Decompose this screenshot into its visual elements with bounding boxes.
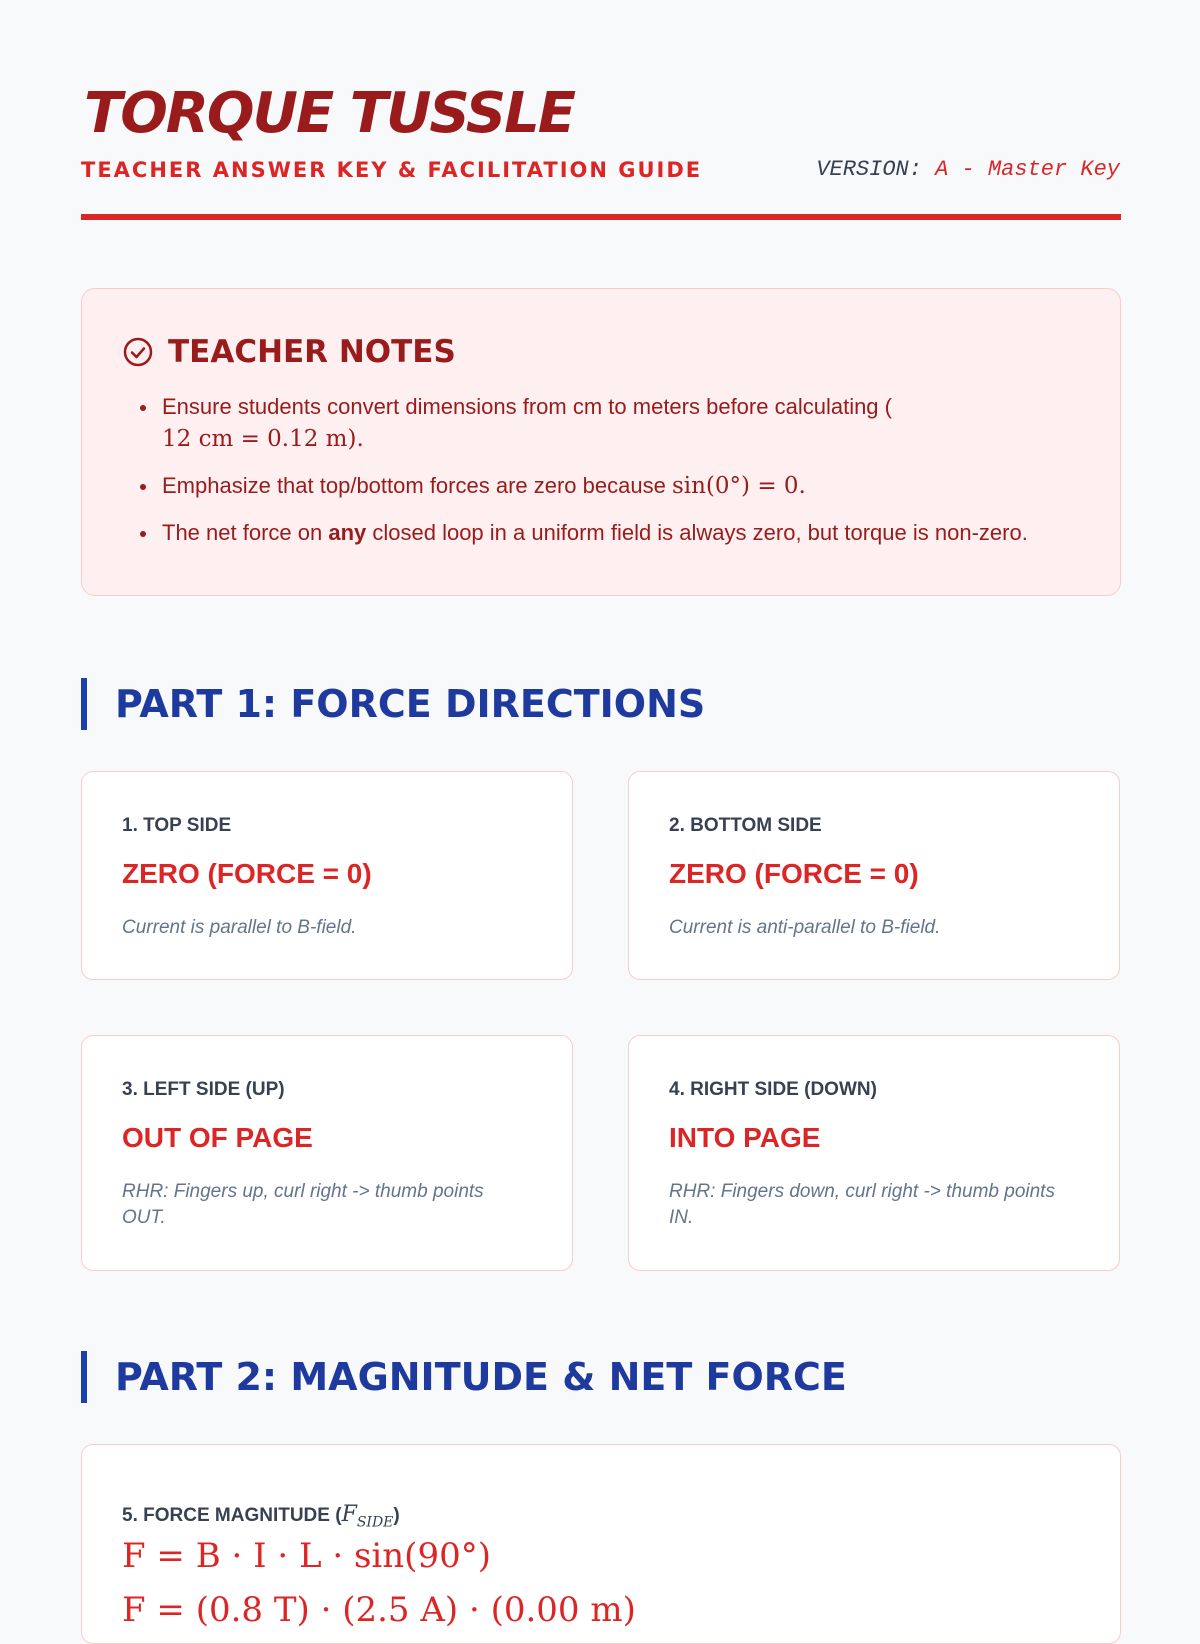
note-text: The net force on bbox=[162, 520, 329, 545]
note-text: Ensure students convert dimensions from cm to meters before calculating ( bbox=[162, 394, 892, 419]
card-note: RHR: Fingers down, curl right -> thumb points IN. bbox=[669, 1181, 1055, 1228]
card-label-close: ) bbox=[393, 1505, 400, 1526]
teacher-notes-panel bbox=[81, 288, 1121, 596]
version-value: A - Master Key bbox=[935, 157, 1120, 182]
card-label-math bbox=[341, 1502, 394, 1531]
list-item bbox=[162, 517, 1102, 549]
card-answer: INTO PAGE bbox=[669, 1122, 821, 1153]
teacher-notes-list bbox=[162, 391, 1102, 564]
card-answer: ZERO (FORCE = 0) bbox=[122, 858, 372, 889]
card-label: 2. BOTTOM SIDE bbox=[669, 815, 822, 836]
card-label: 4. RIGHT SIDE (DOWN) bbox=[669, 1079, 877, 1100]
math-symbol: F bbox=[341, 1502, 357, 1527]
card-note: RHR: Fingers up, curl right -> thumb points OUT. bbox=[122, 1181, 484, 1228]
math-subscript: SIDE bbox=[356, 1514, 394, 1531]
card-note: Current is parallel to B-field. bbox=[122, 917, 357, 938]
list-item bbox=[162, 470, 1102, 502]
note-math: 12 cm = 0.12 m). bbox=[162, 426, 364, 452]
teacher-notes-header bbox=[122, 333, 456, 371]
section-heading-part1: PART 1: FORCE DIRECTIONS bbox=[81, 678, 705, 730]
answer-card-bottom bbox=[628, 771, 1120, 980]
answer-card-force-magnitude bbox=[81, 1444, 1121, 1644]
list-item bbox=[162, 391, 1102, 455]
note-math: sin(0°) = 0. bbox=[671, 473, 806, 499]
card-label: 1. TOP SIDE bbox=[122, 815, 232, 836]
card-label-text: 5. FORCE MAGNITUDE ( bbox=[122, 1505, 342, 1526]
note-text: Emphasize that top/bottom forces are zero because bbox=[162, 473, 672, 498]
check-circle-icon bbox=[122, 336, 154, 368]
formula-line-1: F = B · I · L · sin(90°) bbox=[122, 1536, 491, 1576]
answer-card-right bbox=[628, 1035, 1120, 1271]
card-label bbox=[122, 1503, 400, 1534]
teacher-notes-title: TEACHER NOTES bbox=[168, 334, 456, 370]
version-label: VERSION: bbox=[816, 157, 922, 182]
card-answer: OUT OF PAGE bbox=[122, 1122, 313, 1153]
card-label: 3. LEFT SIDE (UP) bbox=[122, 1079, 285, 1100]
answer-card-left bbox=[81, 1035, 573, 1271]
page-title: TORQUE TUSSLE bbox=[84, 81, 575, 146]
formula-line-2: F = (0.8 T) · (2.5 A) · (0.00 m) bbox=[122, 1590, 636, 1630]
card-answer: ZERO (FORCE = 0) bbox=[669, 858, 919, 889]
note-text: closed loop in a uniform field is always zero, but torque is non-zero. bbox=[366, 520, 1028, 545]
header-divider bbox=[81, 214, 1121, 220]
page-subtitle: TEACHER ANSWER KEY & FACILITATION GUIDE bbox=[81, 158, 703, 182]
version-tag bbox=[816, 156, 1120, 184]
section-heading-part2: PART 2: MAGNITUDE & NET FORCE bbox=[81, 1351, 847, 1403]
note-emphasis: any bbox=[328, 520, 367, 545]
answer-card-top bbox=[81, 771, 573, 980]
card-note: Current is anti-parallel to B-field. bbox=[669, 917, 941, 938]
